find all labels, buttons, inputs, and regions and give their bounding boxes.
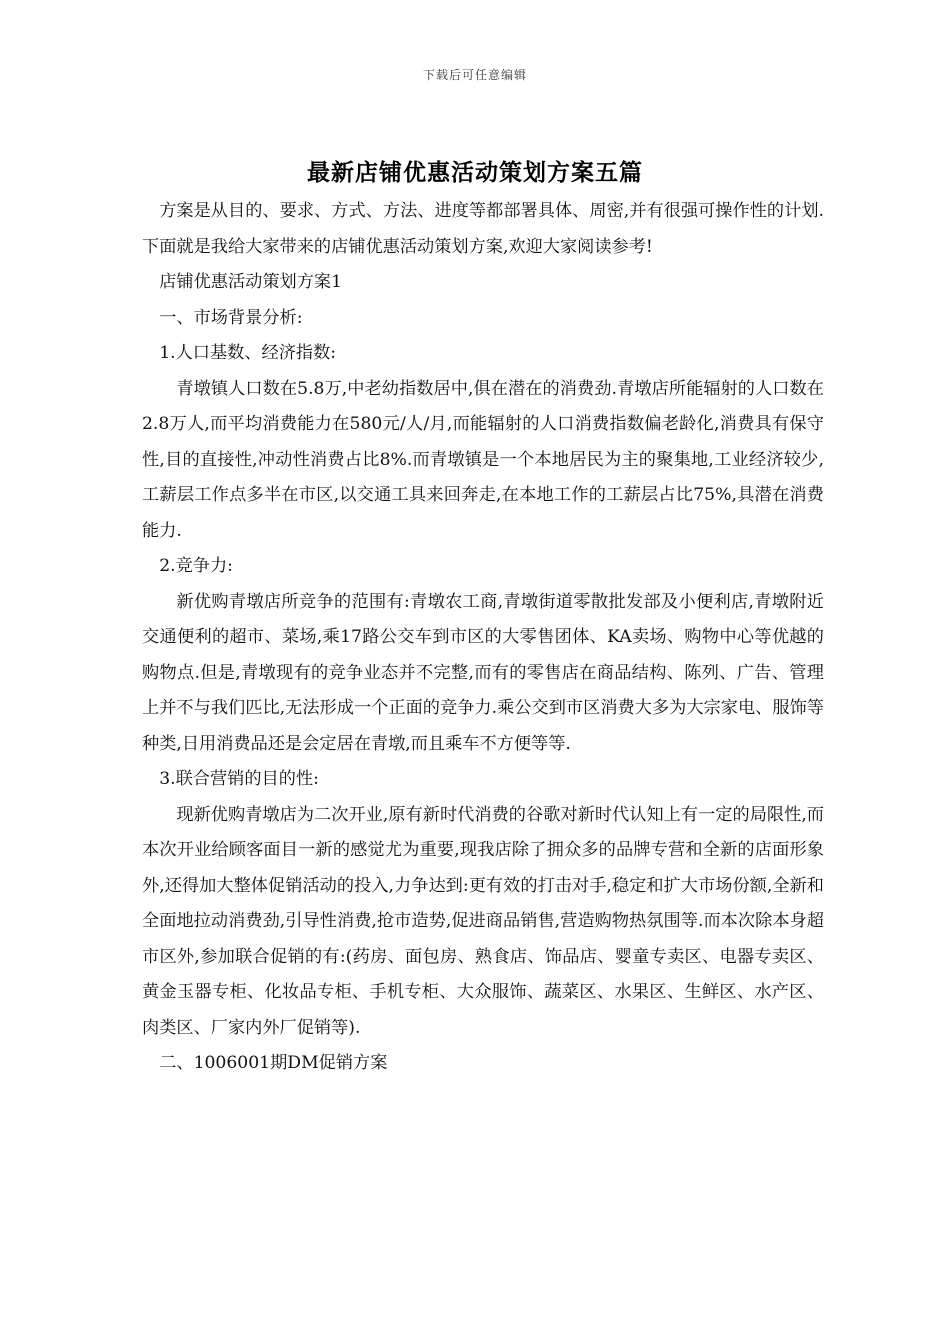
- subheading-competition: 2.竞争力:: [159, 556, 233, 576]
- section-heading-market-analysis: 一、市场背景分析:: [159, 307, 303, 328]
- document-body: [142, 194, 824, 1082]
- section-heading-dm-promotion: 二、1006001期DM促销方案: [159, 1053, 388, 1073]
- section-heading-plan-1: 店铺优惠活动策划方案1: [159, 272, 342, 292]
- paragraph-population: 青墩镇人口数在5.8万,中老幼指数居中,俱在潜在的消费劲.青墩店所能辐射的人口数在2.8万人,而平均消费能力在580元/人/月,而能辐射的人口消费指数偏老龄化,消费具有保守性,目的直接性,冲动性消费占比8%.而青墩镇是一个本地居民为主的聚集地,工业经济较少,工薪层工作点多半在市区,以交通工具来回奔走,在本地工作的工薪层占比75%,具潜在消费能力.: [142, 378, 824, 541]
- paragraph-competition: 新优购青墩店所竞争的范围有:青墩农工商,青墩街道零散批发部及小便利店,青墩附近交通便利的超市、菜场,乘17路公交车到市区的大零售团体、KA卖场、购物中心等优越的购物点.但是,青墩现有的竞争业态并不完整,而有的零售店在商品结构、陈列、广告、管理上并不与我们匹比,无法形成一个正面的竞争力.乘公交到市区消费大多为大宗家电、服饰等种类,日用消费品还是会定居在青墩,而且乘车不方便等等.: [142, 591, 824, 754]
- paragraph-joint-marketing: 现新优购青墩店为二次开业,原有新时代消费的谷歌对新时代认知上有一定的局限性,而本次开业给顾客面目一新的感觉尤为重要,现我店除了拥众多的品牌专营和全新的店面形象外,还得加大整体促销活动的投入,力争达到:更有效的打击对手,稳定和扩大市场份额,全新和全面地拉动消费劲,引导性消费,抢市造势,促进商品销售,营造购物热氛围等.而本次除本身超市区外,参加联合促销的有:(药房、面包房、熟食店、饰品店、婴童专卖区、电器专卖区、黄金玉器专柜、化妆品专柜、手机专柜、大众服饰、蔬菜区、水果区、生鲜区、水产区、肉类区、厂家内外厂促销等).: [142, 804, 824, 1038]
- subheading-population: 1.人口基数、经济指数:: [159, 343, 337, 363]
- intro-paragraph: 方案是从目的、要求、方式、方法、进度等都部署具体、周密,并有很强可操作性的计划.下面就是我给大家带来的店铺优惠活动策划方案,欢迎大家阅读参考!: [142, 201, 824, 257]
- document-title: 最新店铺优惠活动策划方案五篇: [307, 159, 643, 186]
- header-note: 下载后可任意编辑: [422, 68, 527, 82]
- subheading-joint-marketing: 3.联合营销的目的性:: [159, 769, 319, 789]
